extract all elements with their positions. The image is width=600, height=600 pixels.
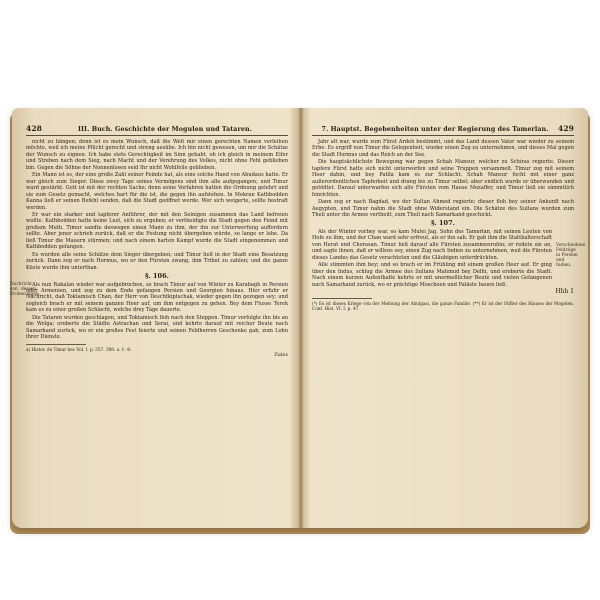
right-section-label: §. 107. bbox=[431, 219, 455, 228]
right-paragraph: Jahr alt war, wurde zum Fürst Ardeh bestimmt, und das Land dessen Vater war wieder zu seinem Erbe. Es ergriff nun Timur die Gelegenheit, wieder einen Zug zu unternehmen, und dieses Mal gegen die Stadt Hormus und das Reich an der See. bbox=[312, 139, 574, 158]
left-running-title: III. Buch. Geschichte der Mogulen und Tataren. bbox=[77, 126, 252, 133]
left-section-label: §. 106. bbox=[145, 272, 169, 281]
right-paragraph: Dann zog er nach Bagdad, wo der Sultan Ahmed regierte; dieser floh bey seiner Ankunft nach Aegypten, und Timur nahm die Stadt ohne Widerstand ein. Die Schätze des Sultans wurden zum Theil unter die Armee vertheilt, zum Theil nach Samarkand geschickt. bbox=[312, 199, 574, 218]
right-body-text bbox=[312, 139, 586, 312]
right-signature-mark: Hhh 1 bbox=[555, 287, 574, 295]
left-footnote-rule bbox=[26, 344, 86, 345]
left-paragraph: Als nun Rakalan wieder war aufgebrochen, so brach Timur auf von Winter zu Karabagh in Persien oder Armenien, und zog zu dem Ende gefangen Persien und Georgien hinaus. Hier erfuhr er Nachricht, daß Toktamisch Chan, der Herr von Deschtkiptschak, wieder gegen ihn gezogen sey; und sogleich brach er mit seinem ganzen Heer auf, um ihm entgegen zu gehen. Bey dem Flusse Terek kam es zu einer großen Schlacht, welche drey Tage dauerte. bbox=[26, 281, 288, 314]
open-book bbox=[12, 108, 588, 528]
left-page-number: 428 bbox=[26, 124, 42, 133]
right-paragraph: Als der Winter vorbey war, so kam Mulei Jag. Sohn des Tamerlan, mit seinen Leuten von Hofe zu ihm, und der Chan ward sehr erfreut, als er ihn sah. Er gab ihm die Statthalterschaft von Herat und Chorasan. Timur ließ darauf alle Fürsten zusammenrufen; er redete sie an, und sagte ihnen, daß er willens sey, einen Zug nach Indien zu unternehmen, weil die Fürsten dieses Landes das Gesetz verachteten und die Gläubigen unterdrückten. bbox=[312, 228, 552, 261]
left-page bbox=[10, 124, 288, 512]
left-footnote: a) Histor. de Timur bec Vol. I. p. 357. 398. u. f. -9. bbox=[26, 346, 132, 352]
right-running-head bbox=[312, 124, 574, 136]
left-marginal-note: Nachricht von dessen Eroberungen. bbox=[10, 281, 41, 297]
left-paragraph: Er war ein starker und tapferer Anführer, der mit den Seinigen zusammen das Land befreien wollte. Kathbodden hatte keine Lust, sich zu ergeben; er vertheidigte die Stadt gegen den Feind mit großem Muth. Timur sandte deswegen einen Mann zu ihm, der ihn zur Unterwerfung auffordern sollte. Aber jener schrieb zurück, daß er die Festung nicht übergeben würde, so lange er lebe. Da ließ Timur die Mauern stürmen; und nach einem harten Kampf wurde die Stadt eingenommen und Kathbodden gefangen. bbox=[26, 211, 288, 251]
right-marginal-note: Verschiedene Feldzüge in Persien und Indien. bbox=[556, 242, 586, 268]
left-paragraph: Die Tataren wurden geschlagen, und Toktamisch floh nach den Steppen. Timur verfolgte ihn bis an die Wolga; eroberte die Städte Astrachan und Serai, und kehrte darauf mit reicher Beute nach Samarkand zurück, wo er ein großes Fest feierte und seinen Feldherren Geschenke gab, zum Lohn ihrer Dienste. bbox=[26, 314, 288, 341]
left-body-text bbox=[10, 139, 288, 358]
right-running-title: 7. Hauptst. Begebenheiten unter der Regierung des Tamerlan. bbox=[321, 126, 549, 133]
right-page bbox=[312, 124, 586, 512]
right-footnote: (*) Es ist dieses Kriege von der Meinung der Abulgasi, die ganze Familie. (**) Er ist der Stifter des Hauses der Mogolen. Conf. Hist. VI. I. p. 47. bbox=[312, 301, 574, 312]
left-paragraph: Ein Mann ist es, der eine große Zahl seiner Feinde hat, als eine solche Hand von Abudaus hatte. Er war gleich zum Sieger. Diese zwey Tage seines Vermögens sind ihm alle aufgegangen; und Timur ward gestärkt. Gott ist mit der rechten Sache; denn seine Vorfahren hatten die Ordnung gelehrt und sie zum Gesetz gemacht, welches hart für die ist, die gegen ihn aufstehen. In Mekran Kathbodden Kanna ließ er seinen Befehl senden, daß die Stadt geöffnet werde. Wer sich weigerte, sollte bestraft werden. bbox=[26, 172, 288, 211]
left-running-head bbox=[26, 124, 288, 136]
right-paragraph: Alle stimmten ihm bey; und so brach er im Frühling mit einem großen Heer auf. Er ging über den Indus, schlug die Armee des Sultans Mahmud bey Delhi, und eroberte die Stadt. Nach einem kurzen Aufenthalte kehrte er mit unermeßlicher Beute und vielen Gefangenen nach Samarkand zurück, wo er prächtige Moscheen und Paläste bauen ließ. bbox=[312, 262, 552, 288]
left-paragraph: nicht zu hängen; denn ist es mein Wunsch, daß die Welt mir einen gerechten Namen verleihen möchte, weil ich meine Pflicht gerecht und streng ausübe. Ich bin nicht gewesen, um mir die Schätze der Wunsch zu eignen. Ich habe stets Gerechtigkeit im Sinn gehabt, ob ich gleich in meinem Eifer und Streben nach dem Sieg, nach Macht und der Verehrung des Volkes, nicht ohne Fehl geblieben bin. Gegen die Söhne der Nonnenlosen seid Ihr nicht Wohlfeile geblieben. bbox=[26, 139, 288, 171]
right-page-number: 429 bbox=[558, 124, 574, 133]
left-catchword: Zulez bbox=[274, 351, 288, 358]
left-paragraph: Es wurden alle seine Schätze dem Sieger übergeben; und Timur ließ in der Stadt eine Besatzung zurück. Dann zog er nach Hormus, wo er den Fürsten zwang, ihm Tribut zu zahlen; und die ganze Küste wurde ihm unterthan. bbox=[26, 251, 288, 271]
right-paragraph: Die hauptsächlichste Bewegung war gegen Schah Mansur, welcher zu Schiras regierte. Dieser tapfere Fürst hatte sich nicht unterworfen und seine Truppen versammelt. Timur zog mit seinem Heer dahin, und bey Patila kam es zur Schlacht. Schah Mansur focht mit einer ganz außerordentlichen Tapferkeit und drang bis zu Timur selbst; aber endlich wurde er überwunden und getödtet. Darauf unterwarfen sich alle Fürsten vom Hause Mozaffer, und Timur ließ sie sämmtlich hinrichten. bbox=[312, 159, 574, 198]
right-footnote-rule bbox=[312, 298, 372, 299]
book-gutter bbox=[298, 108, 304, 528]
